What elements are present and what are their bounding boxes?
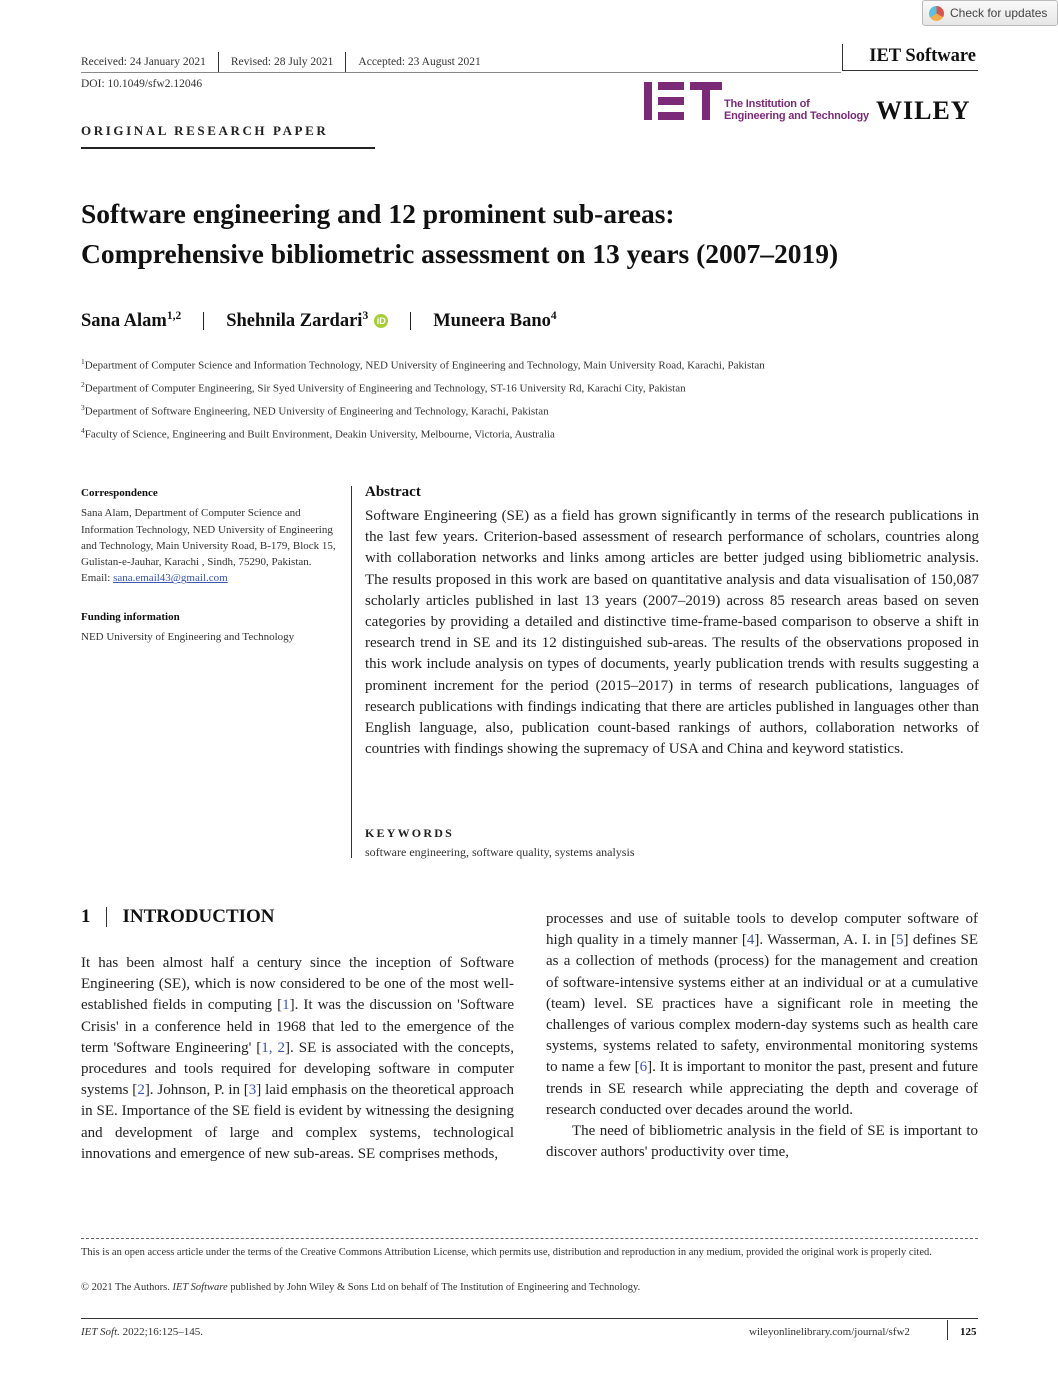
author xyxy=(433,310,556,332)
citation-link[interactable]: 1 xyxy=(282,997,290,1014)
journal-divider xyxy=(842,44,843,70)
author xyxy=(81,310,181,332)
section-divider xyxy=(106,907,107,927)
journal-name: IET Software xyxy=(869,46,976,66)
correspondence-heading: Correspondence xyxy=(81,487,158,499)
title-line: Software engineering and 12 prominent sub-areas: xyxy=(81,198,675,229)
keywords-text: software engineering, software quality, systems analysis xyxy=(365,845,635,859)
text-run: ]. Johnson, P. in [ xyxy=(144,1082,249,1099)
citation-link[interactable]: 6 xyxy=(639,1059,648,1076)
check-for-updates-button[interactable] xyxy=(922,0,1058,26)
body-column-right xyxy=(546,909,978,1163)
paper-type-rule xyxy=(81,147,375,149)
affiliation xyxy=(81,403,549,418)
keywords-heading: KEYWORDS xyxy=(365,826,454,840)
journal-url[interactable]: wileyonlinelibrary.com/journal/sfw2 xyxy=(749,1326,910,1338)
author-list xyxy=(81,310,557,332)
correspondence-address: Sana Alam, Department of Computer Science and Information Technology, NED University of Engineering and Technology, Main University Road, B-179, Block 15, Gulistan-e-Jauhar, Karachi , Sindh, 75290, Pakistan. xyxy=(81,507,336,569)
affiliation-text: Department of Software Engineering, NED University of Engineering and Technology, Karachi, Pakistan xyxy=(84,405,549,418)
body-column-left xyxy=(81,953,514,1165)
affiliation-text: Department of Computer Science and Information Technology, NED University of Engineering and Technology, Main University Road, Karachi, Pakistan xyxy=(84,359,765,372)
side-column xyxy=(81,485,339,645)
copyright-journal: IET Software xyxy=(172,1282,228,1293)
author-affiliation-mark: 4 xyxy=(550,310,557,322)
affiliation xyxy=(81,357,765,372)
affiliation-mark: 2 xyxy=(81,380,85,389)
citation-line xyxy=(81,1326,203,1338)
header-rule xyxy=(81,72,841,73)
affiliation-mark: 4 xyxy=(81,426,85,435)
journal-rule xyxy=(842,70,978,71)
funding-text: NED University of Engineering and Technology xyxy=(81,631,295,644)
license-note: This is an open access article under the terms of the Creative Commons Attribution License, which permits use, distribution and reproduction in any medium, provided the original work is properly cited. xyxy=(81,1247,932,1258)
received-date: Received: 24 January 2021 xyxy=(81,56,206,68)
page-number: 125 xyxy=(960,1326,977,1338)
cite-details: 2022;16:125–145. xyxy=(122,1326,204,1338)
title-line: Comprehensive bibliometric assessment on 13 years (2007–2019) xyxy=(81,238,839,269)
copyright-text: © 2021 The Authors. xyxy=(81,1282,170,1293)
affiliation xyxy=(81,426,555,441)
author-name: Muneera Bano xyxy=(433,311,551,332)
abstract-text: Software Engineering (SE) as a field has grown significantly in terms of the research publications in the last few years. Criterion-based assessment of research performance of scholars, countries along with collaboration networks and links among articles are better judged using bibliometric analysis. The results proposed in this work are based on quantitative analysis and data visualisation of 150,087 scholarly articles published in last 13 years (2007–2019) across 85 research areas based on seven categories by providing a detailed and distinctive time-frame-based comparison to observe a shift in research trend in SE and its 12 distinguished sub-areas. The results of the observations proposed in this work include analysis on types of documents, yearly publication trends with results suggesting a prominent increment for the period (2015–2017) in terms of research publications, languages of research publications with findings indicating that there are articles published in languages other than English language, also, publication count-based rankings of authors, collaboration networks of countries with findings showing the supremacy of USA and China and keyword statistics. xyxy=(365,508,979,758)
iet-name-line2: Engineering and Technology xyxy=(724,110,869,122)
affiliation xyxy=(81,380,686,395)
section-heading xyxy=(81,906,275,928)
paragraph: The need of bibliometric analysis in the field of SE is important to discover authors' productivity over time, xyxy=(546,1123,978,1161)
author-name: Sana Alam xyxy=(81,311,167,332)
affiliation-text: Department of Computer Engineering, Sir Syed University of Engineering and Technology, ST-16 University Rd, Karachi City, Pakistan xyxy=(84,382,686,395)
affiliation-mark: 1 xyxy=(81,357,85,366)
author-divider xyxy=(203,312,204,330)
paragraph: processes and use of suitable tools to develop computer software of high quality in a timely manner [4]. Wasserman, A. I. in [5] defines SE as a collection of methods (process) for the management and creation of software-intensive systems either at an individual or at a cumulative (team) level. SE practices have a significant role in meeting the challenges of various complex modern-day systems such as health care systems, systems related to safety, environmental monitoring systems to name a few [6]. It is important to monitor the past, present and future trends in SE research while appreciating the depth and coverage of research conducted over decades around the world. xyxy=(546,911,978,1118)
copyright-note xyxy=(81,1282,640,1293)
text-run: ]. It was the discussion on 'Software Crisis' in a conference held in 1968 that led to the emergence of the term 'Software Engineering' [ xyxy=(81,997,514,1056)
article-title xyxy=(81,194,981,274)
text-run: ]. It is important to monitor the past, present and future trends in SE research while appreciating the depth and coverage of research conducted over decades around the world. xyxy=(546,1059,978,1118)
cite-journal: IET Soft. xyxy=(81,1326,120,1338)
iet-logo xyxy=(644,82,722,120)
doi[interactable]: DOI: 10.1049/sfw2.12046 xyxy=(81,78,203,90)
abstract-rule xyxy=(351,486,352,858)
crossmark-icon xyxy=(929,6,944,21)
citation-link[interactable]: 2 xyxy=(137,1082,145,1099)
paragraph xyxy=(81,953,514,1165)
iet-name-line1: The Institution of xyxy=(724,98,810,110)
text-run: ]. Wasserman, A. I. in [ xyxy=(754,932,897,949)
author-name: Shehnila Zardari xyxy=(226,311,363,332)
footer-rule xyxy=(81,1318,978,1319)
text-run: ] laid emphasis on the theoretical approach in SE. Importance of the SE field is evident by witnessing the designing and development of large and complex systems, technological innovations and emergence of new sub-areas. SE comprises methods, xyxy=(81,1082,515,1162)
divider xyxy=(218,52,219,72)
citation-link[interactable]: 1, 2 xyxy=(261,1039,286,1056)
copyright-text: published by John Wiley & Sons Ltd on behalf of The Institution of Engineering and Technology. xyxy=(230,1282,641,1293)
email-link[interactable]: sana.email43@gmail.com xyxy=(113,572,228,585)
author-divider xyxy=(410,312,411,330)
divider xyxy=(345,52,346,72)
text-run: ]. SE is associated with the concepts, procedures and tools required for developing software in computer systems [ xyxy=(81,1039,514,1099)
orcid-icon[interactable]: iD xyxy=(374,314,388,328)
section-number: 1 xyxy=(81,906,91,927)
citation-link[interactable]: 5 xyxy=(896,932,904,949)
abstract-heading: Abstract xyxy=(365,484,421,500)
email-label: Email: xyxy=(81,572,111,585)
funding-heading: Funding information xyxy=(81,610,180,623)
text-run: It has been almost half a century since the inception of Software Engineering (SE), which is now considered to be one of the most well-established fields in computing [ xyxy=(81,955,514,1014)
affiliation-text: Faculty of Science, Engineering and Built Environment, Deakin University, Melbourne, Victoria, Australia xyxy=(84,428,555,441)
text-run: ] defines SE as a collection of methods (process) for the management and creation of software-intensive systems either at an individual or at a cumulative (team) level. SE practices have a significant role in meeting the challenges of various complex modern-day systems such as health care systems, systems related to safety, environmental monitoring systems to name a few [ xyxy=(546,932,978,1076)
citation-link[interactable]: 3 xyxy=(248,1082,257,1099)
revised-date: Revised: 28 July 2021 xyxy=(230,56,334,68)
iet-name xyxy=(724,98,869,122)
footnote-rule xyxy=(81,1238,978,1239)
check-for-updates-label: Check for updates xyxy=(950,6,1048,20)
author-affiliation-mark: 1,2 xyxy=(166,310,182,322)
author xyxy=(226,310,368,332)
wiley-logo: WILEY xyxy=(876,96,971,125)
section-title: INTRODUCTION xyxy=(122,906,275,927)
citation-link[interactable]: 4 xyxy=(746,932,755,949)
page-divider xyxy=(947,1320,948,1340)
correspondence-text xyxy=(81,505,339,586)
accepted-date: Accepted: 23 August 2021 xyxy=(358,56,481,68)
author-affiliation-mark: 3 xyxy=(362,310,369,322)
paper-type: ORIGINAL RESEARCH PAPER xyxy=(81,123,329,138)
history-dates xyxy=(81,52,481,72)
affiliation-mark: 3 xyxy=(81,403,85,412)
